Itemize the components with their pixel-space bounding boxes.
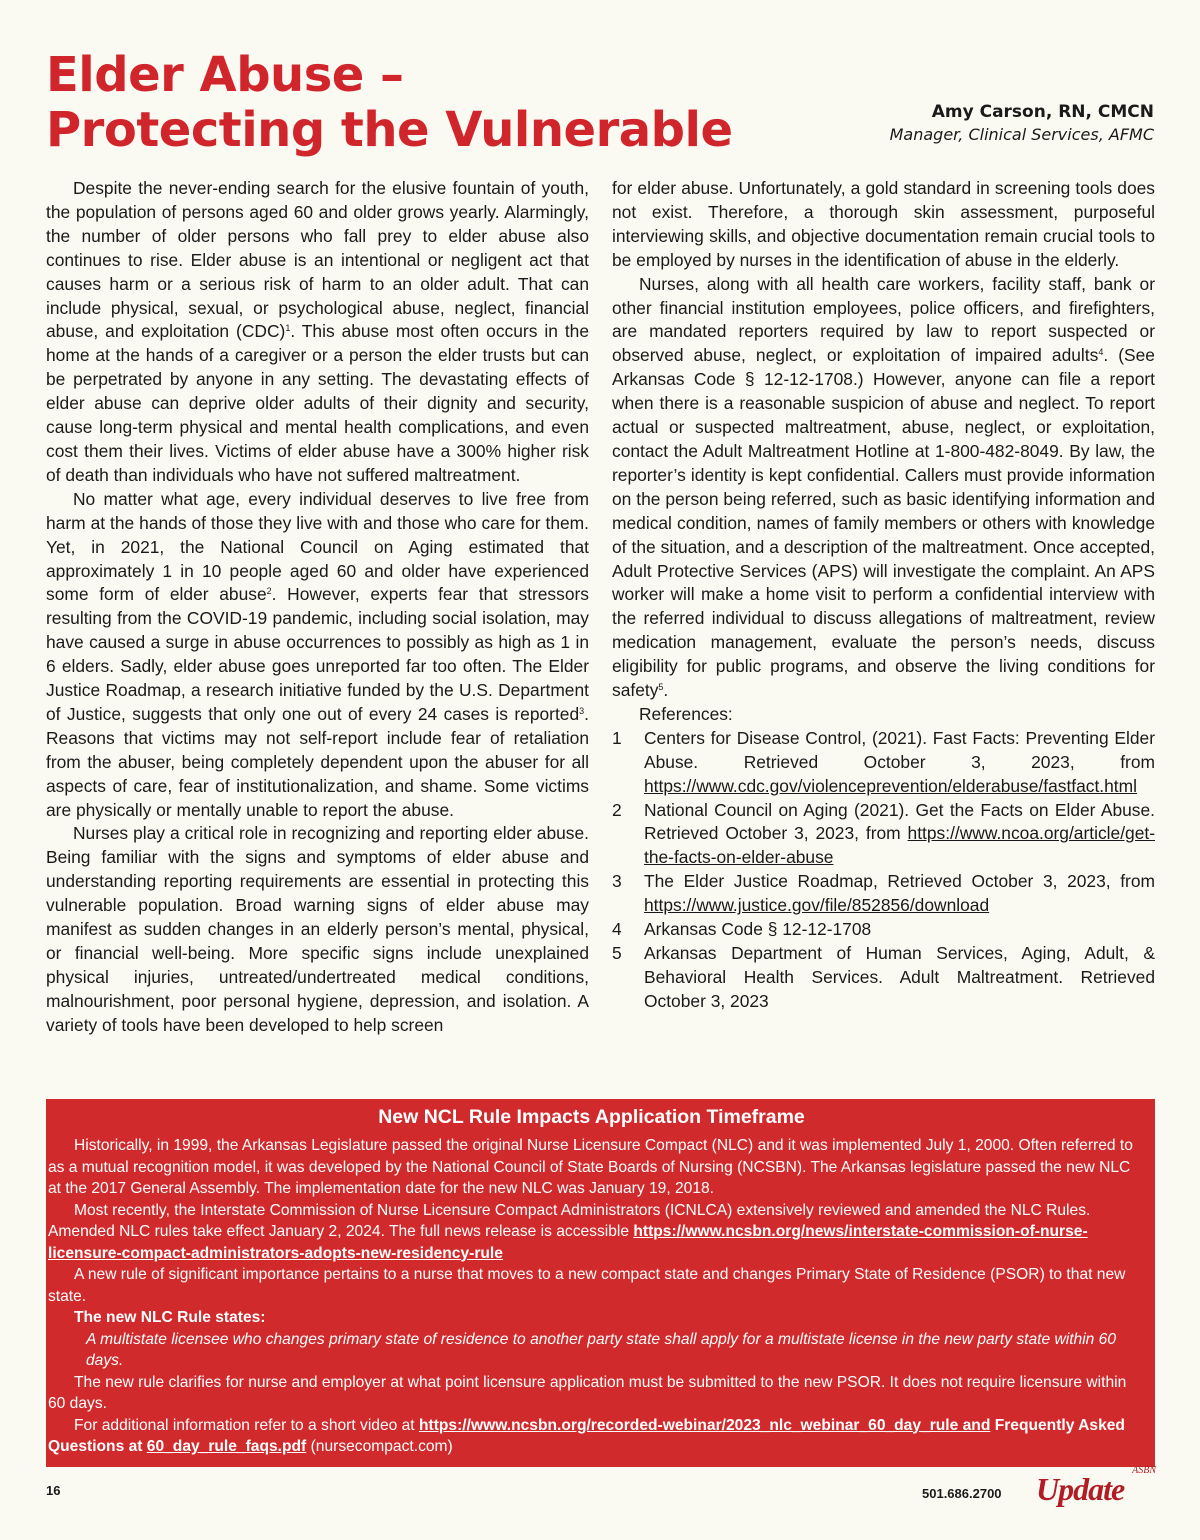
asbn-update-logo — [1032, 1465, 1164, 1507]
article-title — [46, 48, 806, 158]
paragraph-1-text-a: Despite the never-ending search for the elusive fountain of youth, the population of persons aged 60 and older grows yearly. Alarmingly, the number of older persons who fall prey to elder abuse also continues to rise. Elder abuse is an intentional or negligent act that causes harm or a serious risk of harm to an older adult. That can include physical, sexual, or psychological abuse, neglect, financial abuse, and exploitation (CDC) — [46, 178, 589, 342]
article-column-left — [46, 177, 589, 1038]
author-role: Manager, Clinical Services, AFMC — [889, 125, 1154, 144]
reference-number: 3 — [612, 871, 622, 892]
references-heading: References: — [639, 703, 733, 724]
byline — [890, 100, 1154, 146]
reference-text: The Elder Justice Roadmap, Retrieved October 3, 2023, from — [644, 871, 1155, 892]
reference-item — [612, 918, 1155, 942]
reference-item — [612, 942, 1155, 1014]
reference-link[interactable]: https://www.justice.gov/file/852856/download — [644, 895, 990, 916]
page-number: 16 — [46, 1483, 61, 1498]
paragraph-1 — [46, 177, 589, 488]
footnote-ref-5: 5 — [658, 682, 664, 693]
paragraph-4 — [612, 273, 1155, 703]
paragraph-1-text-b: . This abuse most often occurs in the home at the hands of a caregiver or a person the elder trusts but can be perpetrated by anyone in any setting. The devastating effects of elder abuse can deprive older adults of their dignity and security, cause long-term physical and mental health complications, and even cost them their lives. Victims of elder abuse have a 300% higher risk of death than individuals who have not suffered maltreatment. — [46, 321, 589, 485]
reference-body — [644, 870, 1155, 918]
references-list — [612, 727, 1155, 1014]
paragraph-2 — [46, 488, 589, 823]
reference-text: Arkansas Department of Human Services, Aging, Adult, & Behavioral Health Services. Adult Maltreatment. Retrieved October 3, 2023 — [644, 943, 1155, 1011]
reference-body — [644, 727, 1155, 799]
author-name: Amy Carson, RN, CMCN — [931, 102, 1154, 122]
paragraph-3-continued: for elder abuse. Unfortunately, a gold standard in screening tools does not exist. Therefore, a thorough skin assessment, purposeful interviewing skills, and objective documentation remain crucial tools to be employed by nurses in the identification of abuse in the elderly. — [612, 178, 1155, 270]
rule-quote: A multistate licensee who changes primary state of residence to another party state shall apply for a multistate license in the new party state within 60 days. — [86, 1330, 1117, 1369]
news-release-link[interactable]: https://www.ncsbn.org/news/interstate-commission-of-nurse-licensure-compact-administrators-adopts-new-residency-rule — [48, 1223, 1088, 1262]
paragraph-3: Nurses play a critical role in recognizing and reporting elder abuse. Being familiar with the signs and symptoms of elder abuse and understanding reporting requirements are essential in protecting this vulnerable population. Broad warning signs of elder abuse may manifest as sudden changes in an elderly person’s mental, physical, or financial well-being. More specific signs include unexplained physical injuries, untreated/undertreated medical conditions, malnourishment, poor personal hygiene, depression, and isolation. A variety of tools have been developed to help screen — [46, 823, 589, 1035]
reference-item — [612, 727, 1155, 799]
webinar-link[interactable]: https://www.ncsbn.org/recorded-webinar/2023_nlc_webinar_60_day_rule and — [418, 1416, 991, 1434]
reference-text: Arkansas Code § 12-12-1708 — [644, 919, 872, 940]
paragraph-2-text-a: No matter what age, every individual deserves to live free from harm at the hands of those they live with and those who care for them. Yet, in 2021, the National Council on Aging estimated that approximately 1 in 10 people aged 60 and older have experienced some form of elder abuse — [46, 488, 589, 605]
footnote-ref-2: 2 — [266, 586, 272, 597]
reference-number: 5 — [612, 943, 622, 963]
footnote-ref-3: 3 — [579, 705, 585, 716]
sidebar-paragraph-1: Historically, in 1999, the Arkansas Legislature passed the original Nurse Licensure Compact (NLC) and it was implemented July 1, 2000. Often referred to as a mutual recognition model, it was developed by the National Council of State Boards of Nursing (NCSBN). The Arkansas legislature passed the new NLC at the 2017 General Assembly. The implementation date for the new NLC was January 19, 2018. — [48, 1137, 1133, 1197]
sidebar-paragraph-2 — [48, 1200, 1135, 1265]
reference-number: 4 — [612, 919, 622, 940]
article-column-right — [612, 177, 1155, 1014]
ncl-rule-sidebar — [46, 1099, 1155, 1467]
title-line-2: Protecting the Vulnerable — [46, 102, 733, 158]
title-line-1: Elder Abuse – — [46, 47, 404, 103]
sidebar-paragraph-5-text-c: (nursecompact.com) — [306, 1438, 453, 1455]
paragraph-4-text-b: . (See Arkansas Code § 12-12-1708.) However, anyone can file a report when there is a reasonable suspicion of abuse and neglect. To report actual or suspected maltreatment, abuse, neglect, or exploitation, contact the Adult Maltreatment Hotline at 1-800-482-8049. By law, the reporter’s identity is kept confidential. Callers must provide information on the person being referred, such as basic identifying information and medical condition, names of family members or others with knowledge of the situation, and a description of the maltreatment. Once accepted, Adult Protective Services (APS) will investigate the complaint. An APS worker will make a home visit to perform a confidential interview with the referred individual to discuss allegations of maltreatment, review medication management, evaluate the person’s needs, discuss eligibility for public programs, and observe the living conditions for safety — [612, 345, 1155, 701]
reference-number: 2 — [612, 799, 622, 820]
reference-item — [612, 870, 1155, 918]
sidebar-paragraph-4: The new rule clarifies for nurse and employer at what point licensure application must be submitted to the new PSOR. It does not require licensure within 60 days. — [48, 1373, 1127, 1412]
rule-label: The new NLC Rule states: — [74, 1309, 266, 1326]
logo-asbn-text: ASBN — [1132, 1465, 1156, 1476]
reference-link[interactable]: https://www.cdc.gov/violenceprevention/elderabuse/fastfact.html — [644, 775, 1137, 796]
footnote-ref-4: 4 — [1098, 347, 1104, 358]
paragraph-2-text-c: . Reasons that victims may not self-report include fear of retaliation from the abuser, being completely dependent upon the abuser for all aspects of care, fear of institutionalization, and shame. Some victims are physically or mentally unable to report the abuse. — [46, 703, 589, 820]
sidebar-paragraph-5-text-b: Frequently Asked Questions at — [48, 1416, 1125, 1455]
sidebar-paragraph-2-text: Most recently, the Interstate Commission of Nurse Licensure Compact Administrators (ICNLCA) extensively reviewed and amended the NLC Rules. Amended NLC rules take effect January 2, 2024. The full news release is accessible — [48, 1201, 1091, 1240]
phone-number: 501.686.2700 — [922, 1486, 1002, 1501]
reference-item — [612, 799, 1155, 871]
sidebar-paragraph-5-text-a: For additional information refer to a short video at — [74, 1416, 419, 1434]
reference-number: 1 — [612, 727, 622, 748]
paragraph-4-text-a: Nurses, along with all health care workers, facility staff, bank or other financial institution employees, police officers, and firefighters, are mandated reporters required by law to report suspected or observed abuse, neglect, or exploitation of impaired adults — [612, 273, 1155, 366]
paragraph-4-text-c: . — [663, 680, 669, 701]
reference-text: Centers for Disease Control, (2021). Fast Facts: Preventing Elder Abuse. Retrieved October 3, 2023, from — [644, 727, 1155, 772]
reference-body — [644, 799, 1155, 871]
footnote-ref-1: 1 — [285, 323, 291, 334]
reference-text: National Council on Aging (2021). Get the Facts on Elder Abuse. Retrieved October 3, 2023, from — [644, 799, 1155, 844]
sidebar-title: New NCL Rule Impacts Application Timeframe — [378, 1106, 805, 1128]
sidebar-paragraph-3: A new rule of significant importance pertains to a nurse that moves to a new compact state and changes Primary State of Residence (PSOR) to that new state. — [48, 1266, 1126, 1305]
paragraph-2-text-b: . However, experts fear that stressors resulting from the COVID-19 pandemic, including social isolation, may have caused a surge in abuse occurrences to possibly as high as 1 in 6 elders. Sadly, elder abuse goes unreported far too often. The Elder Justice Roadmap, a research initiative funded by the U.S. Department of Justice, suggests that only one out of every 24 cases is reported — [46, 584, 589, 724]
reference-link[interactable]: https://www.ncoa.org/article/get-the-facts-on-elder-abuse — [644, 823, 1155, 868]
sidebar-paragraph-5 — [48, 1415, 1135, 1458]
faq-pdf-link[interactable]: 60_day_rule_faqs.pdf — [146, 1438, 307, 1455]
logo-wordmark: Update — [1036, 1471, 1125, 1507]
